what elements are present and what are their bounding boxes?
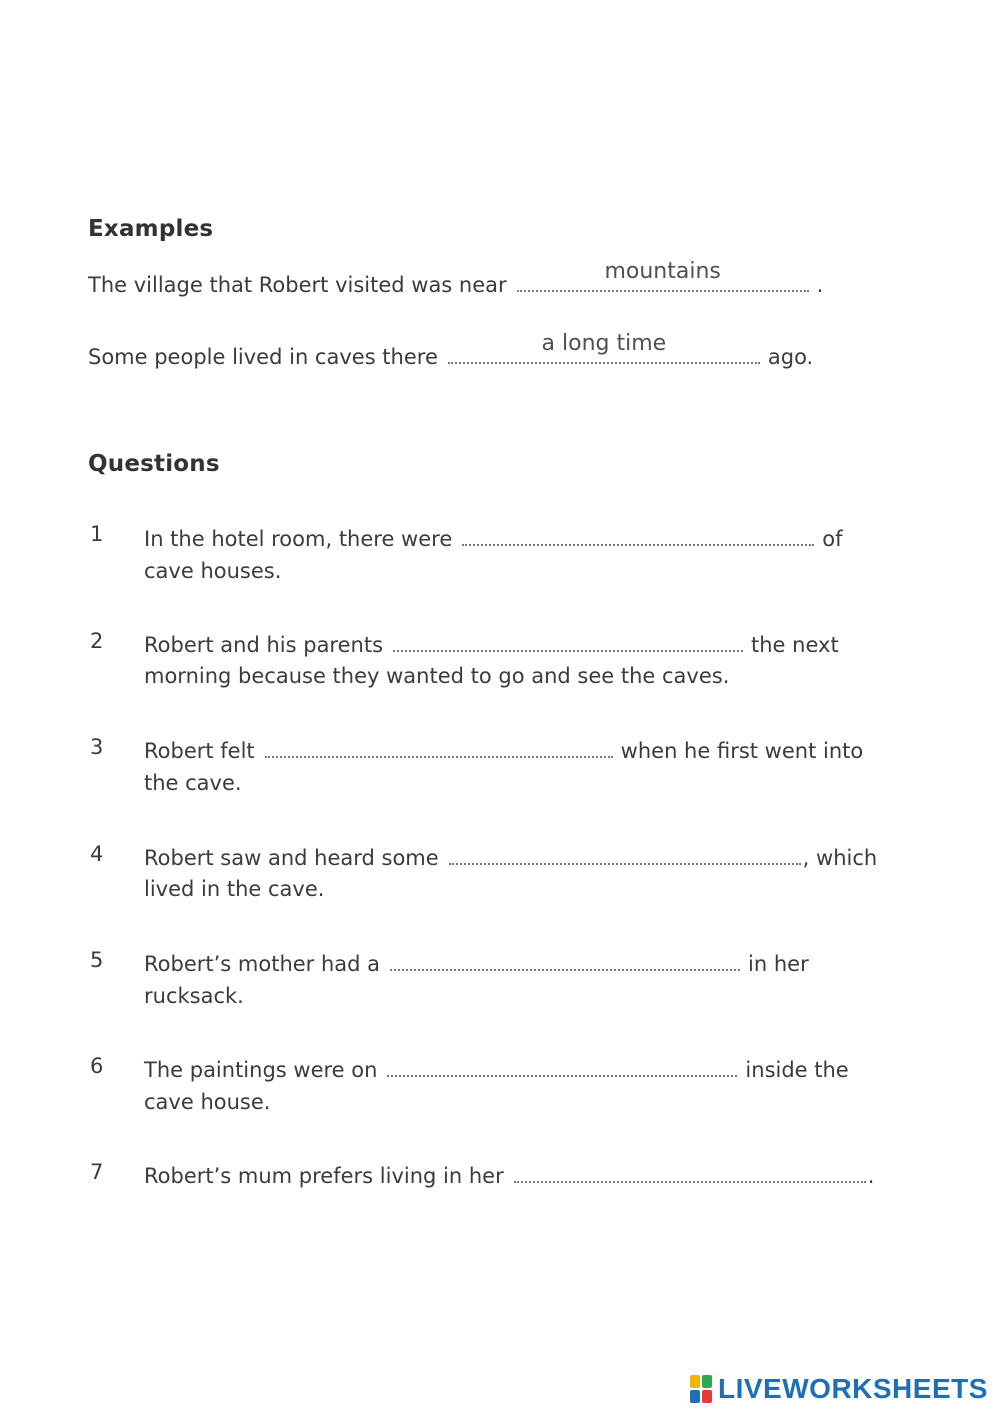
question-6-line2: cave house.: [144, 1090, 271, 1114]
question-2-answer-field[interactable]: [393, 628, 743, 652]
question-4-text-after: , which: [802, 846, 878, 870]
question-2-text-before: Robert and his parents: [144, 633, 384, 657]
question-6-number: 6: [90, 1054, 104, 1078]
question-6-text-after: inside the: [745, 1058, 849, 1082]
question-4-line2: lived in the cave.: [144, 877, 325, 901]
question-6: [144, 1053, 849, 1082]
question-2-line2: morning because they wanted to go and see the caves.: [144, 664, 730, 688]
question-2-text-after: the next: [751, 633, 839, 657]
example-2-answer: a long time: [541, 331, 667, 356]
question-2: [144, 628, 839, 657]
questions-heading: Questions: [88, 451, 220, 477]
question-5-text-before: Robert’s mother had a: [144, 952, 381, 976]
question-7: [144, 1159, 874, 1188]
example-1-text-after: .: [816, 273, 824, 297]
question-5-line2: rucksack.: [144, 984, 244, 1008]
example-2: [88, 331, 814, 369]
example-2-text-before: Some people lived in caves there: [88, 345, 438, 369]
question-5: [144, 947, 809, 976]
question-5-answer-field[interactable]: [390, 947, 740, 971]
liveworksheets-logo-text: LIVEWORKSHEETS: [718, 1373, 988, 1404]
question-1-text-after: of: [822, 527, 843, 551]
question-3-text-after: when he first went into: [620, 739, 864, 763]
question-3: [144, 734, 863, 763]
question-5-text-after: in her: [748, 952, 809, 976]
question-3-line2: the cave.: [144, 771, 242, 795]
question-3-number: 3: [90, 735, 104, 759]
question-4-answer-field[interactable]: [449, 841, 801, 865]
example-1-answer: mountains: [604, 259, 721, 284]
liveworksheets-logo-icon: [690, 1375, 712, 1403]
question-7-text-before: Robert’s mum prefers living in her: [144, 1164, 504, 1188]
example-1-answer-field[interactable]: [517, 259, 809, 292]
example-1: [88, 259, 824, 297]
question-1-line2: cave houses.: [144, 559, 282, 583]
question-3-text-before: Robert felt: [144, 739, 255, 763]
question-2-number: 2: [90, 629, 104, 653]
examples-heading: Examples: [88, 216, 214, 242]
question-4-text-before: Robert saw and heard some: [144, 846, 439, 870]
question-1-answer-field[interactable]: [462, 522, 814, 546]
question-1-text-before: In the hotel room, there were: [144, 527, 453, 551]
question-5-number: 5: [90, 948, 104, 972]
example-2-answer-field[interactable]: [448, 331, 760, 364]
question-1-number: 1: [90, 522, 104, 546]
question-7-number: 7: [90, 1160, 104, 1184]
example-2-text-after: ago.: [767, 345, 814, 369]
question-3-answer-field[interactable]: [265, 734, 613, 758]
question-6-answer-field[interactable]: [387, 1053, 737, 1077]
question-1: [144, 522, 842, 551]
question-7-answer-field[interactable]: [514, 1159, 866, 1183]
question-6-text-before: The paintings were on: [144, 1058, 378, 1082]
question-4-number: 4: [90, 842, 104, 866]
question-4: [144, 841, 877, 870]
liveworksheets-logo: [690, 1372, 988, 1406]
example-1-text-before: The village that Robert visited was near: [88, 273, 507, 297]
question-7-text-after: .: [867, 1164, 875, 1188]
